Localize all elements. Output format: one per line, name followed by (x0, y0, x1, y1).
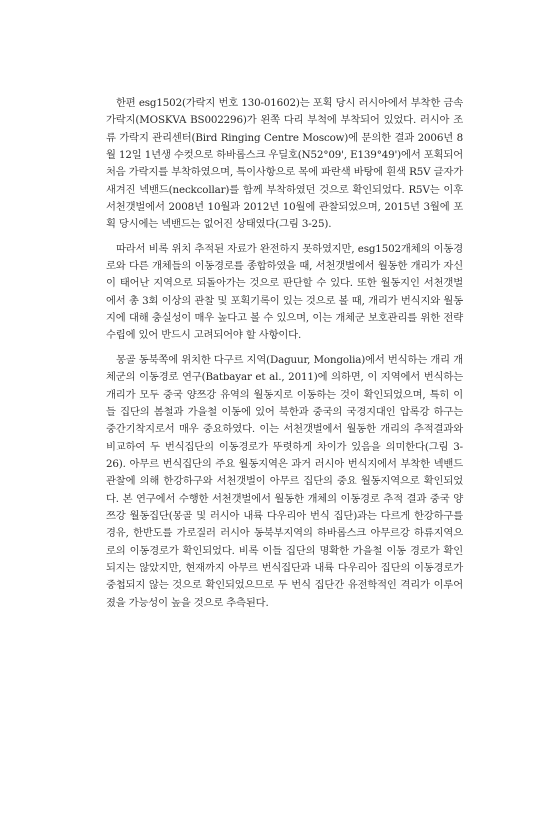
paragraph-esg1502-ring-record: 한편 esg1502(가락지 번호 130-01602)는 포획 당시 러시아에서 부착한 금속가락지(MOSKVA BS002296)가 왼쪽 다리 부척에 부착되어 있었다. 러시아 조류 가락지 관리센터(Bird Ringing Centre Moscow)에 문의한 결과 2006년 8월 12일 1년생 수컷으로 하바롭스크 우딜호(N52°09', E139°49')에서 포획되어 처음 가락지를 부착하였으며, 특이사항으로 목에 파란색 바탕에 흰색 R5V 글자가 새겨진 넥밴드(neckcollar)를 함께 부착하였던 것으로 확인되었다. R5V는 이후 서천갯벌에서 2008년 10월과 2012년 10월에 관찰되었으며, 2015년 3월에 포획 당시에는 넥밴드는 없어진 상태였다(그림 3-25). (106, 97, 463, 231)
body-text (106, 95, 463, 612)
paragraph-migration-comparison: 몽골 동북쪽에 위치한 다구르 지역(Daguur, Mongolia)에서 번식하는 개리 개체군의 이동경로 연구(Batbayar et al., 2011)에 의하면, 이 지역에서 번식하는 개리가 모두 중국 양쯔강 유역의 월동지로 이동하는 것이 확인되었으며, 특히 이들 집단의 봄철과 가을철 이동에 있어 북한과 중국의 국경지대인 압록강 하구는 중간기착지로서 매우 중요하였다. 이는 서천갯벌에서 월동한 개리의 추적결과와 비교하여 두 번식집단의 이동경로가 뚜렷하게 차이가 있음을 의미한다(그림 3-26). 아무르 번식집단의 주요 월동지역은 과거 러시아 번식지에서 부착한 넥밴드 관찰에 의해 한강하구와 서천갯벌이 아무르 집단의 중요 월동지역으로 확인되었다. 본 연구에서 수행한 서천갯벌에서 월동한 개체의 이동경로 추적 결과 중국 양쯔강 월동집단(몽골 및 러시아 내륙 다우리아 번식 집단)과는 다르게 한강하구를 경유, 한반도를 가로질러 러시아 동북부지역의 하바롭스크 아무르강 하류지역으로의 이동경로가 확인되었다. 비록 이들 집단의 명확한 가을철 이동 경로가 확인되지는 않았지만, 현재까지 아무르 번식집단과 내륙 다우리아 집단의 이동경로가 중첩되지 않는 것으로 확인되었으므로 두 번식 집단간 유전학적인 격리가 이루어졌을 가능성이 높을 것으로 추측된다. (106, 353, 463, 609)
paragraph-site-fidelity: 따라서 비록 위치 추적된 자료가 완전하지 못하였지만, esg1502개체의 이동경로와 다른 개체들의 이동경로를 종합하였을 때, 서천갯벌에서 월동한 개리가 자신이 태어난 지역으로 되돌아가는 것으로 판단할 수 있다. 또한 월동지인 서천갯벌에서 총 3회 이상의 관찰 및 포획기록이 있는 것으로 볼 때, 개리가 번식지와 월동지에 대해 충실성이 매우 높다고 볼 수 있으며, 이는 개체군 보호관리를 위한 전략 수립에 있어 반드시 고려되어야 할 사항이다. (106, 242, 463, 342)
